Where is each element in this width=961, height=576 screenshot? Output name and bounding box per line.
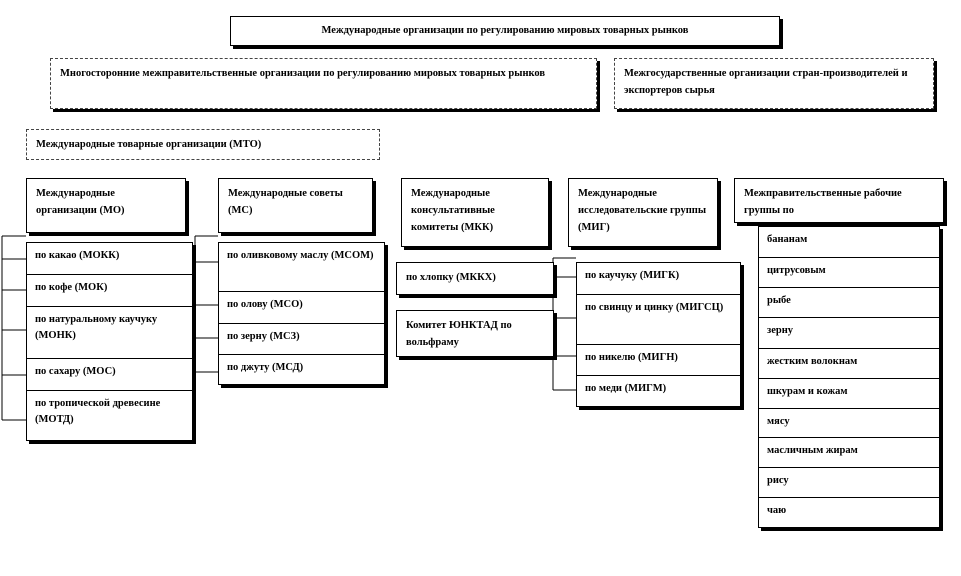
ms-item: по оливковому маслу (МСОМ) [227,250,374,261]
interstate-box [614,58,934,109]
main-title-box [230,16,780,46]
mo-list [26,242,193,441]
mkk-item-tungsten [396,310,554,357]
mo-item: по какао (МОКК) [35,250,120,261]
mkk-header-label: Международные консультативные комитеты (МКК) [411,188,495,233]
mto-label: Международные товарные организации (МТО) [36,139,262,150]
mrg-list [758,226,940,528]
ms-item: по джуту (МСД) [219,354,384,384]
mo-header [26,178,186,233]
mig-item: по свинцу и цинку (МИГСЦ) [577,294,740,344]
mrg-item: жестким волокнам [759,348,939,378]
mrg-item: масличным жирам [759,437,939,467]
mig-item: по никелю (МИГН) [577,344,740,375]
mo-item: по сахару (МОС) [27,358,192,390]
mrg-item: рису [759,467,939,497]
mkk-item-label: Комитет ЮНКТАД по вольфраму [406,320,512,348]
ms-header [218,178,373,233]
mig-item: по меди (МИГМ) [577,375,740,406]
mig-list [576,262,741,407]
mo-item: по тропической древесине (МОТД) [27,390,192,440]
mig-header [568,178,718,247]
mkk-item-label: по хлопку (МККХ) [406,272,496,283]
mrg-item: мясу [759,408,939,437]
ms-item: по зерну (МСЗ) [219,323,384,354]
mrg-header-label: Межправительственные рабочие группы по [744,188,902,216]
multilateral-box [50,58,597,109]
mrg-item: цитрусовым [759,257,939,287]
interstate-label: Межгосударственные организации стран-производителей и экспортеров сырья [624,68,908,96]
mrg-item: рыбе [759,287,939,317]
mig-header-label: Международные исследовательские группы (МИГ) [578,188,707,233]
mo-header-label: Международные организации (МО) [36,188,125,216]
mo-item: по натуральному каучуку (МОНК) [27,306,192,358]
mkk-item-cotton [396,262,554,295]
mrg-item: зерну [759,317,939,348]
ms-header-label: Международные советы (МС) [228,188,343,216]
mto-box [26,129,380,160]
main-title: Международные организации по регулированию мировых товарных рынков [321,25,689,36]
mrg-item: чаю [759,497,939,527]
ms-list [218,242,385,385]
mig-item: по каучуку (МИГК) [585,270,680,281]
mrg-header [734,178,944,223]
mrg-item: бананам [767,234,808,245]
mo-item: по кофе (МОК) [27,274,192,306]
multilateral-label: Многосторонние межправительственные организации по регулированию мировых товарных рынков [60,68,546,79]
mrg-item: шкурам и кожам [759,378,939,408]
ms-item: по олову (МСО) [219,291,384,323]
mkk-header [401,178,549,247]
